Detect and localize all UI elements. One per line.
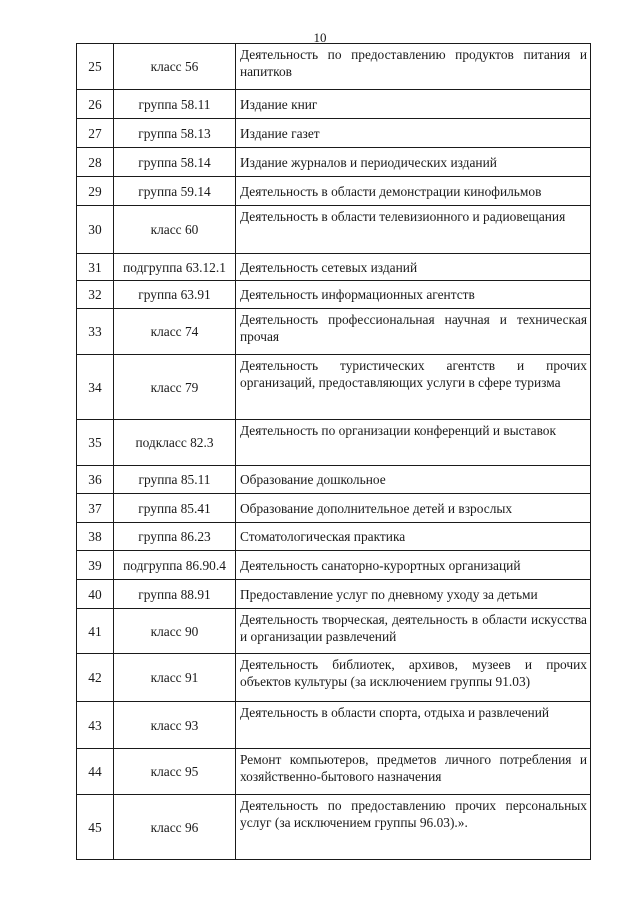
okved-code: класс 95 xyxy=(114,749,236,795)
okved-code: класс 93 xyxy=(114,702,236,749)
row-number: 37 xyxy=(77,494,114,523)
row-number: 33 xyxy=(77,309,114,355)
row-number: 42 xyxy=(77,654,114,702)
table-row xyxy=(77,795,591,860)
activity-description: Предоставление услуг по дневному уходу за детьми xyxy=(236,580,591,609)
activity-description: Деятельность туристических агентств и прочих организаций, предоставляющих услуги в сфере туризма xyxy=(236,355,591,420)
okved-code: класс 90 xyxy=(114,609,236,654)
table-row xyxy=(77,523,591,551)
row-number: 45 xyxy=(77,795,114,860)
row-number: 34 xyxy=(77,355,114,420)
okved-code: группа 58.11 xyxy=(114,90,236,119)
okved-code: подгруппа 86.90.4 xyxy=(114,551,236,580)
table-body xyxy=(77,44,591,860)
row-number: 44 xyxy=(77,749,114,795)
row-number: 28 xyxy=(77,148,114,177)
table-row xyxy=(77,609,591,654)
row-number: 35 xyxy=(77,420,114,466)
table-row xyxy=(77,148,591,177)
activity-description: Стоматологическая практика xyxy=(236,523,591,551)
table-row xyxy=(77,281,591,309)
row-number: 29 xyxy=(77,177,114,206)
table-row xyxy=(77,580,591,609)
table-row xyxy=(77,551,591,580)
table-row xyxy=(77,44,591,90)
activity-description: Образование дополнительное детей и взрослых xyxy=(236,494,591,523)
activity-description: Издание газет xyxy=(236,119,591,148)
table-row xyxy=(77,355,591,420)
table-row xyxy=(77,309,591,355)
table-row xyxy=(77,749,591,795)
activity-description: Деятельность по предоставлению продуктов питания и напитков xyxy=(236,44,591,90)
activity-codes-table xyxy=(76,43,591,860)
activity-description: Деятельность творческая, деятельность в области искусства и организации развлечений xyxy=(236,609,591,654)
okved-code: класс 79 xyxy=(114,355,236,420)
okved-code: класс 91 xyxy=(114,654,236,702)
activity-description: Ремонт компьютеров, предметов личного потребления и хозяйственно-бытового назначения xyxy=(236,749,591,795)
row-number: 36 xyxy=(77,466,114,494)
okved-code: класс 56 xyxy=(114,44,236,90)
activity-description: Деятельность информационных агентств xyxy=(236,281,591,309)
row-number: 30 xyxy=(77,206,114,254)
okved-code: группа 59.14 xyxy=(114,177,236,206)
row-number: 25 xyxy=(77,44,114,90)
table-row xyxy=(77,466,591,494)
activity-description: Деятельность сетевых изданий xyxy=(236,254,591,281)
row-number: 31 xyxy=(77,254,114,281)
activity-description: Деятельность библиотек, архивов, музеев и прочих объектов культуры (за исключением группы 91.03) xyxy=(236,654,591,702)
activity-description: Деятельность в области телевизионного и радиовещания xyxy=(236,206,591,254)
okved-code: группа 86.23 xyxy=(114,523,236,551)
row-number: 38 xyxy=(77,523,114,551)
okved-code: группа 63.91 xyxy=(114,281,236,309)
row-number: 41 xyxy=(77,609,114,654)
okved-code: группа 85.11 xyxy=(114,466,236,494)
row-number: 43 xyxy=(77,702,114,749)
row-number: 26 xyxy=(77,90,114,119)
row-number: 32 xyxy=(77,281,114,309)
row-number: 39 xyxy=(77,551,114,580)
table-row xyxy=(77,254,591,281)
table-row xyxy=(77,119,591,148)
okved-code: класс 96 xyxy=(114,795,236,860)
okved-code: класс 74 xyxy=(114,309,236,355)
okved-code: подкласс 82.3 xyxy=(114,420,236,466)
activity-description: Деятельность по предоставлению прочих персональных услуг (за исключением группы 96.03).». xyxy=(236,795,591,860)
table-row xyxy=(77,702,591,749)
okved-code: группа 85.41 xyxy=(114,494,236,523)
activity-description: Деятельность в области демонстрации кинофильмов xyxy=(236,177,591,206)
table-row xyxy=(77,654,591,702)
row-number: 27 xyxy=(77,119,114,148)
table-row xyxy=(77,494,591,523)
activity-description: Издание журналов и периодических изданий xyxy=(236,148,591,177)
row-number: 40 xyxy=(77,580,114,609)
okved-code: подгруппа 63.12.1 xyxy=(114,254,236,281)
activity-description: Деятельность в области спорта, отдыха и развлечений xyxy=(236,702,591,749)
activity-description: Деятельность санаторно-курортных организаций xyxy=(236,551,591,580)
activity-description: Образование дошкольное xyxy=(236,466,591,494)
table-row xyxy=(77,90,591,119)
activity-description: Деятельность по организации конференций и выставок xyxy=(236,420,591,466)
okved-code: группа 58.14 xyxy=(114,148,236,177)
table-row xyxy=(77,420,591,466)
table-row xyxy=(77,206,591,254)
okved-code: группа 88.91 xyxy=(114,580,236,609)
okved-code: группа 58.13 xyxy=(114,119,236,148)
page-number: 10 xyxy=(313,30,327,45)
table-row xyxy=(77,177,591,206)
okved-code: класс 60 xyxy=(114,206,236,254)
activity-description: Издание книг xyxy=(236,90,591,119)
activity-description: Деятельность профессиональная научная и техническая прочая xyxy=(236,309,591,355)
